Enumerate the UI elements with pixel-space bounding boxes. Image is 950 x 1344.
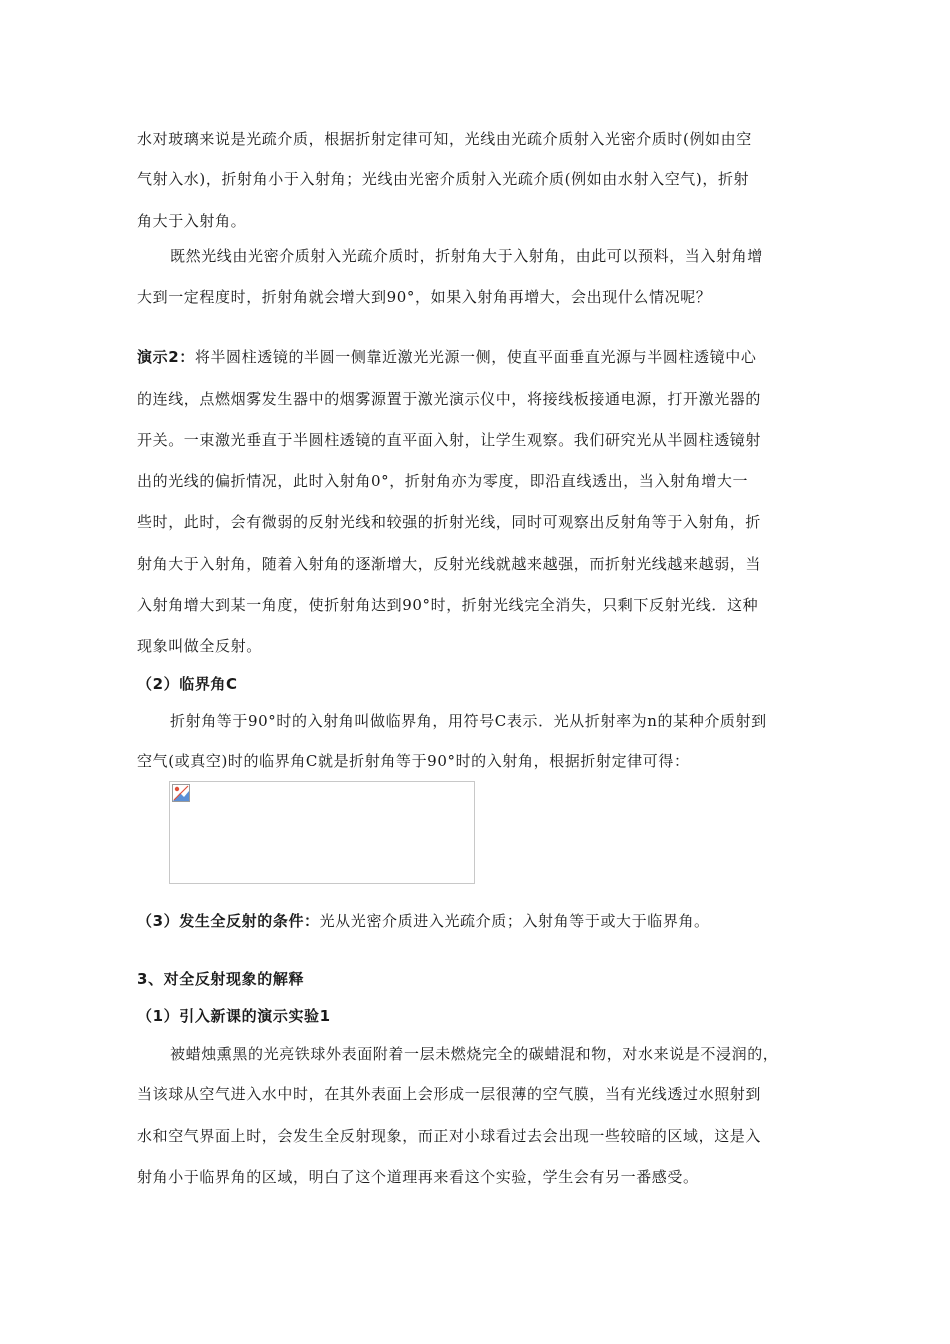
condition-label: （3）发生全反射的条件： [137,912,320,930]
critical-angle-line-1: 折射角等于90°时的入射角叫做临界角，用符号C表示．光从折射率为n的某种介质射到 [170,712,767,730]
paragraph1-line-3: 角大于入射角。 [137,212,247,230]
condition-line [137,911,710,931]
section3-heading: 3、对全反射现象的解释 [137,970,305,988]
section3-line-1: 被蜡烛熏黑的光亮铁球外表面附着一层未燃烧完全的碳蜡混和物，对水来说是不浸润的， [170,1045,779,1063]
section3-line-2: 当该球从空气进入水中时，在其外表面上会形成一层很薄的空气膜，当有光线透过水照射到 [137,1085,762,1103]
paragraph2-line-1: 既然光线由光密介质射入光疏介质时，折射角大于入射角，由此可以预料，当入射角增 [170,247,763,265]
demo2-line-1 [137,347,756,367]
section3-line-4: 射角小于临界角的区域，明白了这个道理再来看这个实验，学生会有另一番感受。 [137,1168,699,1186]
critical-angle-line-2: 空气(或真空)时的临界角C就是折射角等于90°时的入射角，根据折射定律可得： [137,752,690,770]
demo2-line-2: 的连线，点燃烟雾发生器中的烟雾源置于激光演示仪中，将接线板接通电源，打开激光器的 [137,390,762,408]
demo2-line-8: 现象叫做全反射。 [137,637,262,655]
paragraph2-line-2: 大到一定程度时，折射角就会增大到90°，如果入射角再增大，会出现什么情况呢？ [137,288,712,306]
section3-subheading: （1）引入新课的演示实验1 [137,1007,331,1025]
formula-image [169,781,475,884]
critical-angle-heading: （2）临界角C [137,675,238,693]
demo2-label: 演示2： [137,348,195,366]
condition-text: 光从光密介质进入光疏介质；入射角等于或大于临界角。 [319,912,710,930]
demo2-line-4: 出的光线的偏折情况，此时入射角0°，折射角亦为零度，即沿直线透出，当入射角增大一 [137,472,749,490]
section3-line-3: 水和空气界面上时，会发生全反射现象，而正对小球看过去会出现一些较暗的区域，这是入 [137,1127,762,1145]
demo2-line-6: 射角大于入射角，随着入射角的逐渐增大，反射光线就越来越强，而折射光线越来越弱，当 [137,555,762,573]
broken-image-icon [172,784,190,802]
demo2-line-3: 开关。一束激光垂直于半圆柱透镜的直平面入射，让学生观察。我们研究光从半圆柱透镜射 [137,431,762,449]
demo2-first-line: 将半圆柱透镜的半圆一侧靠近激光光源一侧，使直平面垂直光源与半圆柱透镜中心 [194,348,757,366]
demo2-line-5: 些时，此时，会有微弱的反射光线和较强的折射光线，同时可观察出反射角等于入射角，折 [137,513,762,531]
paragraph1-line-2: 气射入水)，折射角小于入射角；光线由光密介质射入光疏介质(例如由水射入空气)，折射 [137,170,750,188]
demo2-line-7: 入射角增大到某一角度，使折射角达到90°时，折射光线完全消失，只剩下反射光线．这种 [137,596,759,614]
paragraph1-line-1: 水对玻璃来说是光疏介质，根据折射定律可知，光线由光疏介质射入光密介质时(例如由空 [137,130,752,148]
